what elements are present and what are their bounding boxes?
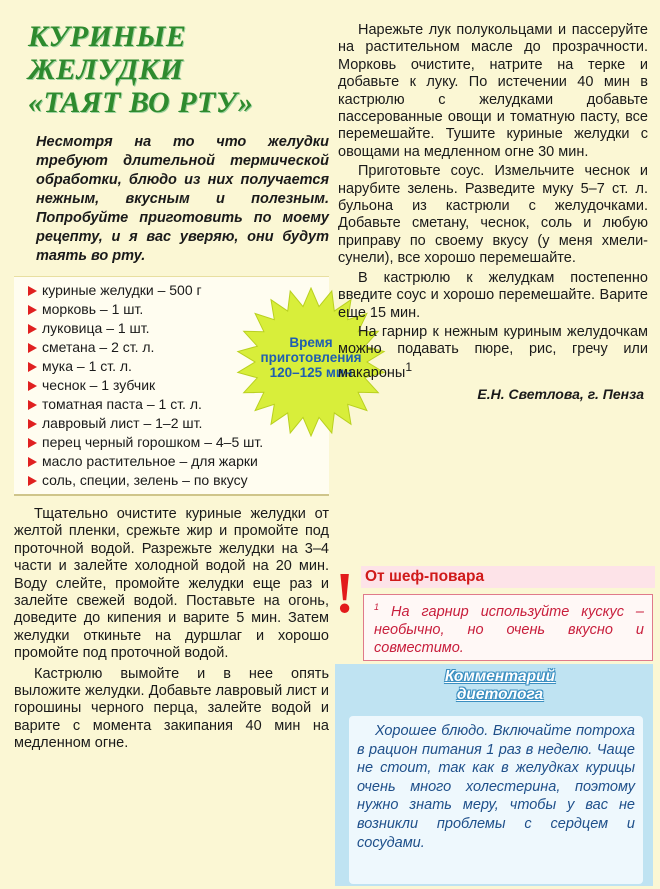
ingredient-item: перец черный горошком – 4–5 шт. — [28, 433, 272, 452]
article-title — [28, 20, 329, 119]
dietitian-heading — [415, 668, 585, 704]
left-column — [14, 20, 362, 753]
steps-left — [14, 506, 329, 753]
ingredients-panel — [14, 276, 362, 496]
chef-note-box — [363, 594, 653, 661]
badge-line-2: приготовления — [260, 350, 362, 365]
title-line-1: КУРИНЫЕ ЖЕЛУДКИ — [28, 20, 187, 86]
dietitian-text-box — [349, 716, 643, 884]
exclamation-icon: ! — [335, 560, 355, 625]
ingredient-item: морковь – 1 шт. — [28, 300, 329, 319]
step-paragraph: Тщательно очистите куриные желудки от желтой пленки, срежьте жир и промойте под проточной водой. Разрежьте желудки на 3–4 части и залейте холодной водой на 20 мин. Воду слейте, промойте желудки еще раз и залейте свежей водой. Поставьте на огонь, доведите до кипения и варите 5 мин. Затем желудки откиньте на дуршлаг и хорошо промойте под проточной водой. — [14, 506, 329, 662]
ingredient-item: масло растительное – для жарки — [28, 452, 272, 471]
ingredient-item: соль, специи, зелень – по вкусу — [28, 471, 329, 490]
badge-line-1: Время — [289, 335, 333, 350]
step-paragraph: Приготовьте соус. Измельчите чеснок и нарубите зелень. Разведите муку 5–7 ст. л. бульона из кастрюли с желудочками. Добавьте сметану, чеснок, соль и любую приправу по своему вкусу (у меня хмели-сунели), все хорошо перемешайте. — [338, 163, 648, 267]
chef-heading: От шеф-повара — [361, 566, 655, 588]
intro-text: Несмотря на то что желудки требуют длительной термической обработки, блюдо из них получается нежным, вкусным и полезным. Попробуйте приготовить по моему рецепту, и я вас уверяю, они будут таять во рту. — [36, 134, 329, 264]
step-paragraph: Нарежьте лук полукольцами и пассеруйте на растительном масле до прозрачности. Морковь очистите, натрите на терке и добавьте к луку. По истечении 40 мин в кастрюлю с желудками добавьте пассерованные овощи и томатную пасту, все перемешайте. Тушите куриные желудки с овощами на медленном огне 30 мин. — [338, 22, 648, 160]
badge-line-3: 120–125 мин — [269, 365, 353, 380]
step-paragraph: Кастрюлю вымойте и в нее опять выложите желудки. Добавьте лавровый лист и горошины черного перца, залейте водой и варите с момента закипания 40 мин на медленном огне. — [14, 665, 329, 752]
dietitian-comment — [335, 664, 653, 886]
ingredient-item: мука – 1 ст. л. — [28, 357, 329, 376]
garnish-text: На гарнир к нежным куриным желудочкам можно подавать пюре, рис, гречу или макароны — [338, 323, 648, 381]
dietitian-text: Хорошее блюдо. Включайте потроха в рацион питания 1 раз в неделю. Чаще не стоит, так как в желудках курицы очень много холестерина, поэтому нужно знать меру, чтобы у вас не возникли проблемы с сердцем и сосудами. — [357, 723, 635, 851]
ingredient-item: томатная паста – 1 ст. л. — [28, 395, 329, 414]
ingredient-item: куриные желудки – 500 г — [28, 281, 329, 300]
chef-note-text: На гарнир используйте кускус – необычно, но очень вкусно и совместимо. — [374, 603, 644, 656]
author-signature: Е.Н. Светлова, г. Пенза — [477, 385, 644, 402]
footnote-mark: 1 — [405, 359, 413, 374]
ingredient-item: сметана – 2 ст. л. — [28, 338, 329, 357]
right-column — [338, 22, 648, 402]
chef-note-mark: 1 — [374, 602, 380, 612]
step-paragraph — [338, 324, 648, 382]
step-paragraph: В кастрюлю к желудкам постепенно введите соус и хорошо перемешайте. Варите еще 15 мин. — [338, 269, 648, 321]
title-line-2: «ТАЯТ ВО РТУ» — [28, 86, 254, 119]
ingredient-item: луковица – 1 шт. — [28, 319, 329, 338]
chef-note — [335, 560, 653, 660]
ingredient-item: чеснок – 1 зубчик — [28, 376, 329, 395]
dietitian-heading-line-1: Комментарий — [444, 668, 556, 685]
dietitian-heading-line-2: диетолога — [456, 686, 544, 703]
ingredient-item: лавровый лист – 1–2 шт. — [28, 414, 329, 433]
